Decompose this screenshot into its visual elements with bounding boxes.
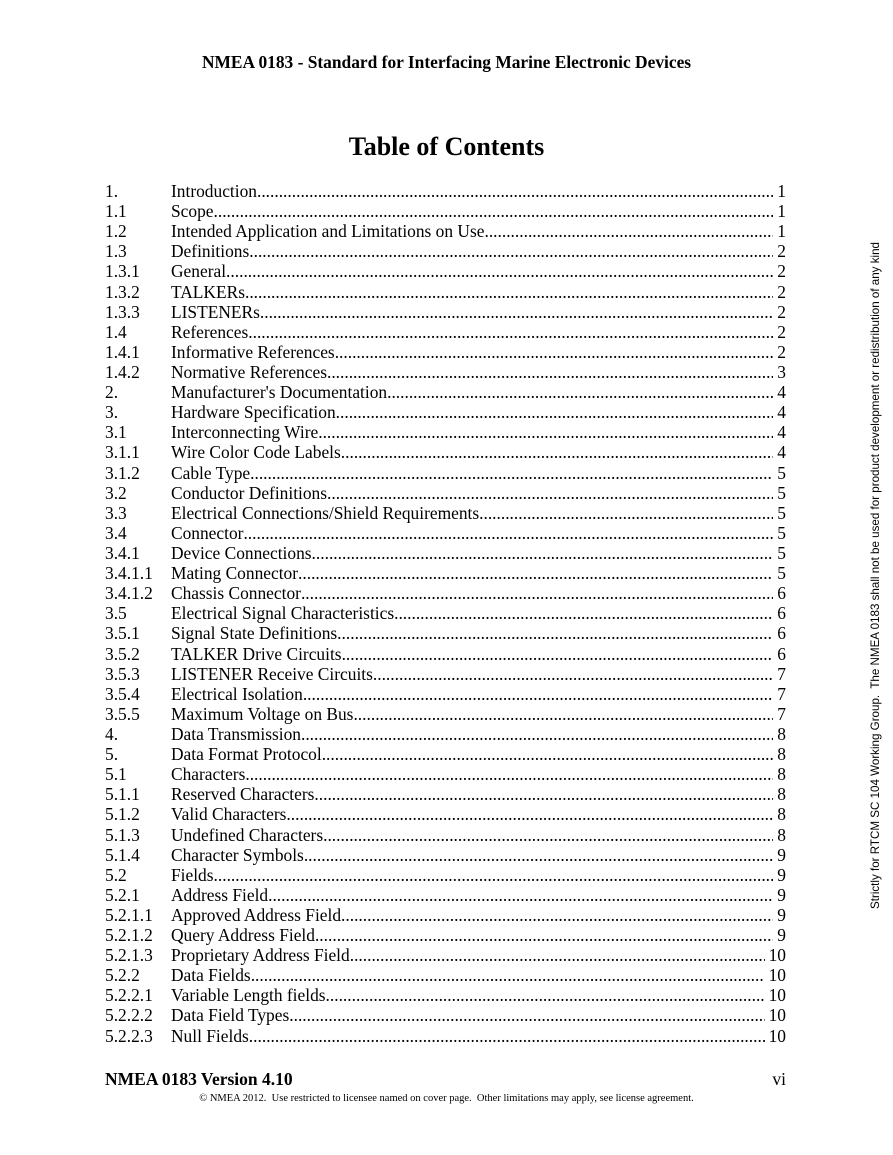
toc-entry-title: Interconnecting Wire (171, 422, 319, 443)
toc-entry-title: Maximum Voltage on Bus (171, 703, 354, 724)
dot-leader (245, 282, 773, 302)
toc-entry-page: 10 (768, 965, 786, 986)
toc-entry[interactable] (105, 704, 786, 724)
toc-entry-number: 3.4.1.1 (105, 563, 153, 584)
dot-leader (318, 422, 773, 442)
toc-entry-page: 6 (777, 643, 786, 664)
dot-leader (301, 583, 773, 603)
toc-entry[interactable] (105, 784, 786, 804)
toc-entry-title: Undefined Characters (171, 824, 324, 845)
toc-entry[interactable] (105, 644, 786, 664)
dot-leader (251, 965, 765, 985)
dot-leader (268, 885, 773, 905)
toc-entry-title: Fields (171, 864, 214, 885)
toc-entry-page: 6 (777, 603, 786, 624)
toc-entry-page: 6 (777, 583, 786, 604)
toc-entry-title: Informative References (171, 341, 335, 362)
toc-entry[interactable] (105, 543, 786, 563)
toc-entry-title: Hardware Specification (171, 402, 336, 423)
toc-entry-page: 2 (777, 341, 786, 362)
toc-entry-page: 6 (777, 623, 786, 644)
toc-entry-title: Intended Application and Limitations on Use (171, 221, 485, 242)
toc-entry-page: 7 (777, 663, 786, 684)
dot-leader (257, 181, 773, 201)
toc-entry-title: Query Address Field (171, 925, 315, 946)
toc-entry[interactable] (105, 221, 786, 241)
toc-entry-number: 5.1 (105, 764, 127, 785)
toc-entry[interactable] (105, 724, 786, 744)
running-header: NMEA 0183 - Standard for Interfacing Marine Electronic Devices (201, 52, 692, 72)
dot-leader (289, 1005, 764, 1025)
copyright-notice: © NMEA 2012. Use restricted to licensee named on cover page. Other limitations may apply, see license agreement. (199, 1093, 694, 1104)
toc-entry-title: Characters (171, 764, 246, 785)
dot-leader (314, 784, 773, 804)
dot-leader (245, 764, 773, 784)
dot-leader (249, 241, 773, 261)
toc-entry[interactable] (105, 925, 786, 945)
toc-entry-page: 8 (777, 744, 786, 765)
toc-entry-title: Electrical Isolation (171, 683, 303, 704)
toc-entry-number: 3.5.5 (105, 703, 140, 724)
toc-entry-title: Mating Connector (171, 563, 299, 584)
toc-entry-page: 2 (777, 241, 786, 262)
toc-entry-title: Data Format Protocol (171, 744, 322, 765)
toc-entry[interactable] (105, 1026, 786, 1046)
toc-entry-page: 1 (777, 201, 786, 222)
table-of-contents (105, 181, 786, 1046)
toc-entry-number: 3.2 (105, 482, 127, 503)
toc-entry[interactable] (105, 985, 786, 1005)
toc-entry[interactable] (105, 201, 786, 221)
toc-entry-page: 3 (777, 361, 786, 382)
toc-entry-number: 3.4 (105, 522, 127, 543)
toc-entry-number: 3.5.3 (105, 663, 140, 684)
footer-page-number: vi (772, 1069, 786, 1089)
toc-entry-page: 9 (777, 904, 786, 925)
toc-entry-title: Data Transmission (171, 723, 301, 744)
toc-entry-number: 1.4.1 (105, 341, 140, 362)
toc-entry-number: 5.2.2 (105, 965, 140, 986)
toc-entry-page: 8 (777, 723, 786, 744)
toc-entry-number: 5.2.1.2 (105, 925, 153, 946)
toc-entry-number: 5.2.2.2 (105, 1005, 153, 1026)
page-title: Table of Contents (348, 132, 545, 161)
toc-entry[interactable] (105, 463, 786, 483)
toc-entry[interactable] (105, 422, 786, 442)
toc-entry-title: Device Connections (171, 542, 312, 563)
toc-entry-number: 2. (105, 382, 119, 403)
toc-entry-title: Cable Type (171, 462, 251, 483)
toc-entry-title: Approved Address Field (171, 904, 342, 925)
toc-entry-number: 5.2.2.1 (105, 985, 153, 1006)
toc-entry-number: 3.1 (105, 422, 127, 443)
toc-entry-title: Valid Characters (171, 804, 287, 825)
dot-leader (301, 724, 773, 744)
toc-entry-title: Variable Length fields (171, 985, 326, 1006)
toc-entry[interactable] (105, 503, 786, 523)
toc-entry[interactable] (105, 342, 786, 362)
toc-entry-title: Reserved Characters (171, 784, 315, 805)
toc-entry-number: 5.1.4 (105, 844, 140, 865)
toc-entry-number: 1.3.3 (105, 301, 140, 322)
toc-entry-number: 1.3 (105, 241, 127, 262)
toc-entry[interactable] (105, 402, 786, 422)
toc-entry-page: 2 (777, 261, 786, 282)
toc-entry-number: 3.4.1 (105, 542, 140, 563)
toc-entry-page: 9 (777, 925, 786, 946)
dot-leader (336, 402, 774, 422)
toc-entry-number: 1.1 (105, 201, 127, 222)
dot-leader (342, 644, 774, 664)
toc-entry-page: 10 (768, 985, 786, 1006)
toc-entry-page: 1 (777, 221, 786, 242)
toc-entry[interactable] (105, 945, 786, 965)
toc-entry-number: 3.5.4 (105, 683, 140, 704)
dot-leader (226, 261, 773, 281)
dot-leader (323, 825, 773, 845)
toc-entry-number: 4. (105, 723, 119, 744)
dot-leader (304, 845, 773, 865)
dot-leader (341, 442, 774, 462)
toc-entry-title: Chassis Connector (171, 583, 301, 604)
toc-entry-number: 5.1.1 (105, 784, 140, 805)
toc-entry-page: 2 (777, 301, 786, 322)
dot-leader (479, 503, 773, 523)
toc-entry-number: 1.3.2 (105, 281, 140, 302)
toc-entry[interactable] (105, 322, 786, 342)
dot-leader (322, 744, 774, 764)
toc-entry[interactable] (105, 804, 786, 824)
toc-entry-title: Electrical Connections/Shield Requirements (171, 502, 480, 523)
toc-entry[interactable] (105, 181, 786, 201)
toc-entry[interactable] (105, 563, 786, 583)
toc-entry[interactable] (105, 362, 786, 382)
dot-leader (249, 1026, 765, 1046)
dot-leader (260, 302, 773, 322)
toc-entry-title: Normative References (171, 361, 327, 382)
toc-entry-number: 5.2.1.3 (105, 945, 153, 966)
dot-leader (341, 905, 773, 925)
toc-entry-title: Proprietary Address Field (171, 945, 350, 966)
toc-entry-title: Data Fields (171, 965, 251, 986)
toc-entry-page: 4 (777, 402, 786, 423)
toc-entry-number: 3.5.2 (105, 643, 140, 664)
toc-entry-page: 7 (777, 703, 786, 724)
toc-entry-title: Signal State Definitions (171, 623, 338, 644)
toc-entry-page: 10 (768, 1005, 786, 1026)
toc-entry-page: 5 (777, 462, 786, 483)
toc-entry-number: 1.4 (105, 321, 127, 342)
toc-entry-number: 3.5 (105, 603, 127, 624)
toc-entry-title: Introduction (171, 181, 257, 201)
toc-entry-number: 5.2.2.3 (105, 1025, 153, 1046)
toc-entry-title: TALKER Drive Circuits (171, 643, 342, 664)
dot-leader (286, 804, 773, 824)
toc-entry[interactable] (105, 282, 786, 302)
toc-entry-number: 3. (105, 402, 119, 423)
toc-entry[interactable] (105, 885, 786, 905)
toc-entry-page: 5 (777, 563, 786, 584)
footer-version: NMEA 0183 Version 4.10 (105, 1069, 293, 1089)
toc-entry-number: 5.2.1 (105, 884, 140, 905)
toc-entry-title: Scope (171, 201, 214, 222)
toc-entry-title: General (171, 261, 227, 282)
toc-entry-title: LISTENER Receive Circuits (171, 663, 373, 684)
toc-entry[interactable] (105, 382, 786, 402)
toc-entry-title: Definitions (171, 241, 250, 262)
toc-entry-number: 1.4.2 (105, 361, 140, 382)
dot-leader (335, 342, 774, 362)
toc-entry[interactable] (105, 825, 786, 845)
toc-entry-page: 10 (768, 945, 786, 966)
toc-entry-number: 5.2.1.1 (105, 904, 153, 925)
toc-entry-title: Null Fields (171, 1025, 249, 1046)
dot-leader (394, 603, 773, 623)
dot-leader (315, 925, 773, 945)
toc-entry[interactable] (105, 483, 786, 503)
toc-entry-number: 3.4.1.2 (105, 583, 153, 604)
dot-leader (350, 945, 765, 965)
toc-entry[interactable] (105, 664, 786, 684)
toc-entry-page: 9 (777, 884, 786, 905)
toc-entry[interactable] (105, 261, 786, 281)
toc-entry[interactable] (105, 764, 786, 784)
dot-leader (303, 684, 773, 704)
toc-entry-title: Conductor Definitions (171, 482, 328, 503)
toc-entry-page: 8 (777, 804, 786, 825)
dot-leader (214, 201, 774, 221)
toc-entry-number: 5. (105, 744, 119, 765)
toc-entry[interactable] (105, 905, 786, 925)
toc-entry-page: 7 (777, 683, 786, 704)
toc-entry-number: 3.1.2 (105, 462, 140, 483)
toc-entry-page: 5 (777, 522, 786, 543)
toc-entry-title: TALKERs (171, 281, 245, 302)
toc-entry-title: Address Field (171, 884, 269, 905)
toc-entry[interactable] (105, 865, 786, 885)
toc-entry-title: Manufacturer's Documentation (171, 382, 388, 403)
dot-leader (337, 623, 773, 643)
toc-entry-page: 8 (777, 824, 786, 845)
dot-leader (326, 985, 765, 1005)
toc-entry-number: 1.2 (105, 221, 127, 242)
toc-entry-number: 3.3 (105, 502, 127, 523)
toc-entry[interactable] (105, 302, 786, 322)
toc-entry[interactable] (105, 965, 786, 985)
toc-entry[interactable] (105, 241, 786, 261)
toc-entry[interactable] (105, 623, 786, 643)
toc-entry-number: 3.1.1 (105, 442, 140, 463)
toc-entry[interactable] (105, 442, 786, 462)
dot-leader (298, 563, 773, 583)
dot-leader (312, 543, 774, 563)
toc-entry-page: 4 (777, 442, 786, 463)
dot-leader (353, 704, 773, 724)
usage-restriction-notice: Strictly for RTCM SC 104 Working Group. The NMEA 0183 shall not be used for product development or redistribution of any kind (869, 242, 882, 910)
dot-leader (214, 865, 774, 885)
toc-entry-number: 5.2 (105, 864, 127, 885)
toc-entry[interactable] (105, 845, 786, 865)
toc-entry[interactable] (105, 523, 786, 543)
dot-leader (387, 382, 773, 402)
toc-entry-page: 5 (777, 482, 786, 503)
toc-entry-number: 5.1.2 (105, 804, 140, 825)
toc-entry-title: Character Symbols (171, 844, 304, 865)
toc-entry[interactable] (105, 744, 786, 764)
toc-entry-number: 5.1.3 (105, 824, 140, 845)
toc-entry-number: 3.5.1 (105, 623, 140, 644)
toc-entry-number: 1. (105, 181, 119, 201)
dot-leader (327, 483, 773, 503)
toc-entry-page: 4 (777, 422, 786, 443)
toc-entry-title: Data Field Types (171, 1005, 290, 1026)
dot-leader (373, 664, 773, 684)
dot-leader (243, 523, 773, 543)
toc-entry-page: 2 (777, 281, 786, 302)
toc-entry-page: 9 (777, 844, 786, 865)
toc-entry-page: 5 (777, 542, 786, 563)
toc-entry-title: Connector (171, 522, 244, 543)
toc-entry[interactable] (105, 1005, 786, 1025)
toc-entry-title: References (171, 321, 249, 342)
dot-leader (484, 221, 773, 241)
toc-entry-page: 1 (777, 181, 786, 201)
toc-entry-page: 10 (768, 1025, 786, 1046)
footer (105, 1069, 786, 1089)
toc-entry-title: Wire Color Code Labels (171, 442, 341, 463)
toc-entry-page: 8 (777, 764, 786, 785)
toc-entry-page: 2 (777, 321, 786, 342)
dot-leader (250, 463, 773, 483)
toc-entry-page: 5 (777, 502, 786, 523)
toc-entry-number: 1.3.1 (105, 261, 140, 282)
toc-entry-page: 8 (777, 784, 786, 805)
toc-entry-title: LISTENERs (171, 301, 260, 322)
toc-entry[interactable] (105, 684, 786, 704)
toc-entry-title: Electrical Signal Characteristics (171, 603, 395, 624)
dot-leader (248, 322, 773, 342)
toc-entry[interactable] (105, 603, 786, 623)
dot-leader (327, 362, 773, 382)
toc-entry-page: 9 (777, 864, 786, 885)
toc-entry-page: 4 (777, 382, 786, 403)
toc-entry[interactable] (105, 583, 786, 603)
